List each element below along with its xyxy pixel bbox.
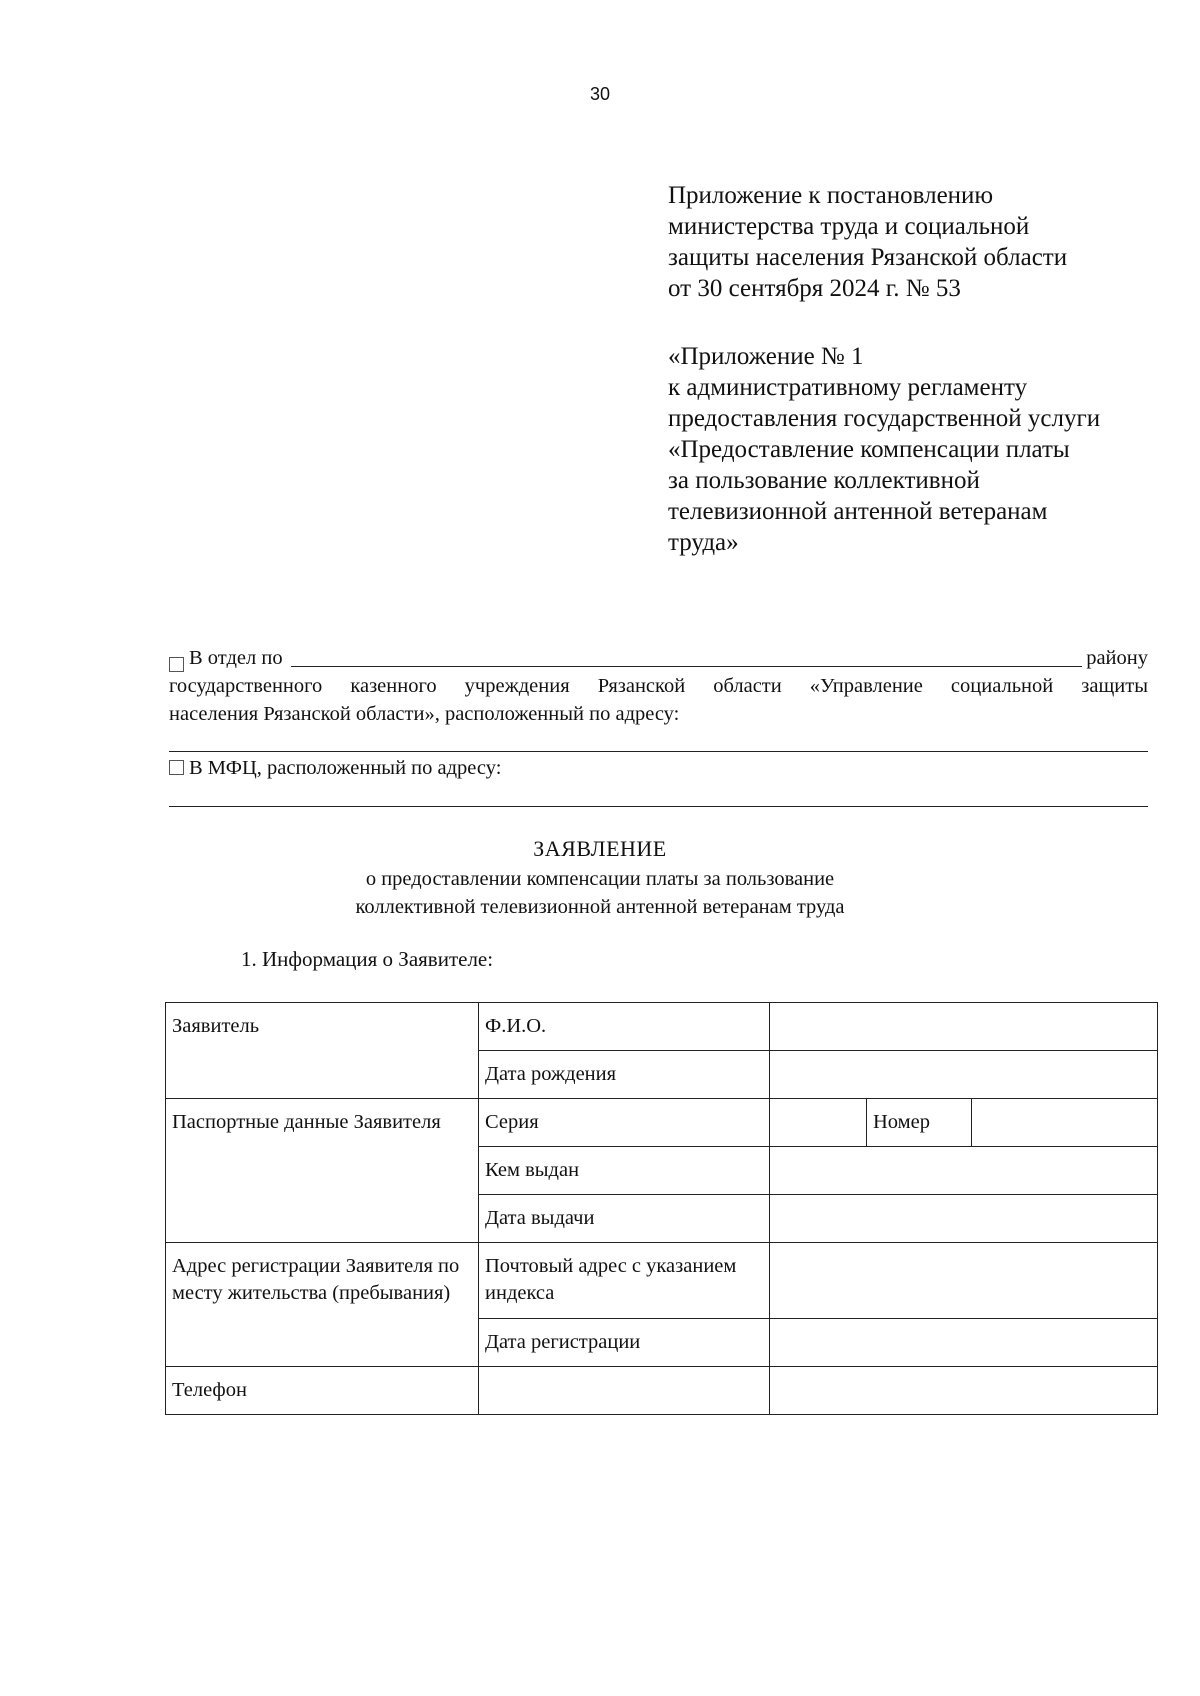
number-label: Номер (867, 1099, 972, 1147)
phone-field[interactable] (479, 1367, 770, 1415)
page-number: 30 (589, 84, 611, 104)
appendix-header-line: защиты населения Рязанской области (668, 244, 1068, 271)
phone-label: Телефон (166, 1367, 479, 1415)
dept-suffix: району (1086, 647, 1148, 669)
appendix-regulation-line: «Предоставление компенсации платы (668, 436, 1070, 463)
dept-checkbox[interactable] (169, 657, 184, 672)
appendix-regulation-line: за пользование коллективной (668, 467, 980, 494)
appendix-regulation-line: к административному регламенту (668, 374, 1028, 401)
mfc-address-field[interactable] (169, 806, 1148, 807)
appendix-regulation-line: телевизионной антенной ветеранам (668, 498, 1048, 525)
dept-prefix: В отдел по (189, 647, 283, 669)
appendix-header-line: министерства труда и социальной (668, 213, 1030, 240)
issue-date-label: Дата выдачи (479, 1195, 770, 1243)
passport-label: Паспортные данные Заявителя (166, 1099, 479, 1243)
fio-field[interactable] (770, 1003, 1158, 1051)
issued-by-field[interactable] (770, 1147, 1158, 1195)
fio-label: Ф.И.О. (479, 1003, 770, 1051)
appendix-header (668, 180, 1168, 304)
appendix-regulation-line: предоставления государственной услуги (668, 405, 1101, 432)
dept-line-3: населения Рязанской области», расположенный по адресу: (169, 703, 680, 725)
dept-line (169, 644, 1148, 672)
appendix-header-line: Приложение к постановлению (668, 182, 994, 209)
applicant-label: Заявитель (166, 1003, 479, 1099)
mfc-checkbox[interactable] (169, 760, 184, 775)
number-field[interactable] (972, 1099, 1158, 1147)
birth-date-label: Дата рождения (479, 1051, 770, 1099)
statement-subtitle: о предоставлении компенсации платы за пользование (365, 868, 835, 890)
dept-line-2: государственного казенного учреждения Рязанской области «Управление социальной защиты (169, 675, 1148, 697)
mfc-label: В МФЦ, расположенный по адресу: (189, 757, 502, 779)
phone-extra-field[interactable] (770, 1367, 1158, 1415)
series-label: Серия (479, 1099, 770, 1147)
statement-subtitle: коллективной телевизионной антенной ветеранам труда (355, 896, 845, 918)
appendix-regulation-line: труда» (668, 529, 739, 556)
district-field[interactable] (291, 646, 1083, 667)
appendix-header-line: от 30 сентября 2024 г. № 53 (668, 275, 961, 302)
postal-address-field[interactable] (770, 1243, 1158, 1319)
applicant-info-table (165, 1002, 1158, 1415)
reg-date-label: Дата регистрации (479, 1319, 770, 1367)
issued-by-label: Кем выдан (479, 1147, 770, 1195)
reg-address-label: Адрес регистрации Заявителя по месту жительства (пребывания) (166, 1243, 479, 1367)
birth-date-field[interactable] (770, 1051, 1158, 1099)
appendix-regulation (668, 341, 1168, 558)
dept-address-field[interactable] (169, 751, 1148, 752)
reg-date-field[interactable] (770, 1319, 1158, 1367)
statement-title: ЗАЯВЛЕНИЕ (533, 836, 667, 861)
postal-address-label: Почтовый адрес с указанием индекса (479, 1243, 770, 1319)
section-title: 1. Информация о Заявителе: (241, 947, 494, 971)
series-field[interactable] (770, 1099, 867, 1147)
mfc-line (169, 754, 1148, 782)
issue-date-field[interactable] (770, 1195, 1158, 1243)
appendix-regulation-line: «Приложение № 1 (668, 343, 864, 370)
